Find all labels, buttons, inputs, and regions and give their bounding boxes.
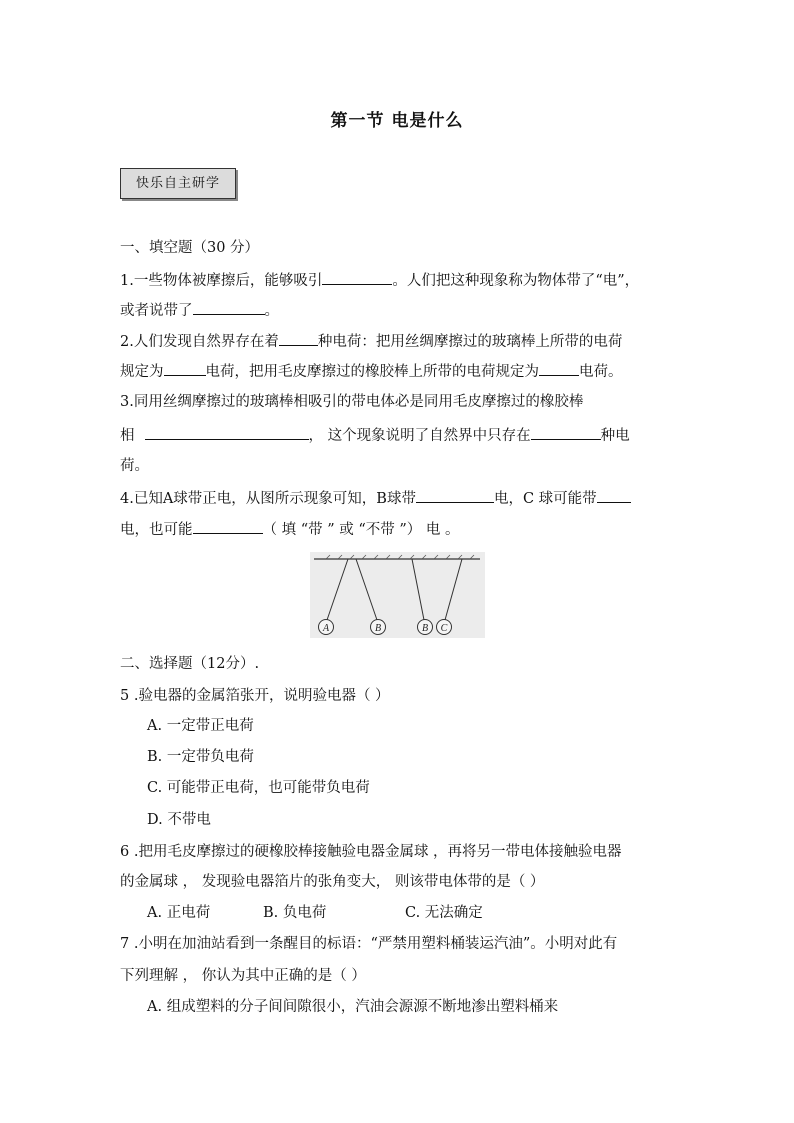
q4-text-a: 4.已知A球带正电，从图所示现象可知，B球带 [120, 491, 416, 507]
q2-blank-1[interactable] [279, 331, 318, 346]
q2-blank-2[interactable] [164, 361, 206, 376]
q4-blank-1[interactable] [416, 488, 494, 503]
question-7-stem-line-2: 下列理解 ， 你认为其中正确的是（ ） [120, 968, 366, 984]
q1-blank-2[interactable] [193, 300, 265, 315]
question-3-line-1: 3.同用丝绸摩擦过的玻璃棒相吸引的带电体必是同用毛皮摩擦过的橡胶棒 [120, 394, 584, 410]
q4-text-b: 电，C 球可能带 [493, 491, 597, 507]
question-3-line-2 [120, 425, 630, 446]
q4-text-d: （ 填 “带 ” 或 “不带 ”） 电 。 [262, 522, 460, 538]
q3-text-b: 相 [120, 428, 135, 444]
q5-option-c[interactable]: C. 可能带正电荷，也可能带负电荷 [147, 780, 370, 796]
question-7-stem-line-1: 7 .小明在加油站看到一条醒目的标语：“严禁用塑料桶装运汽油”。小明对此有 [120, 936, 618, 952]
section-badge: 快乐自主研学 [120, 168, 236, 199]
page-title: 第一节 电是什么 [330, 111, 464, 131]
q4-blank-2[interactable] [597, 488, 631, 503]
q7-option-a[interactable]: A. 组成塑料的分子间间隙很小，汽油会源源不断地渗出塑料桶来 [147, 999, 559, 1015]
q2-blank-3[interactable] [539, 361, 579, 376]
question-1-line-2 [120, 300, 279, 321]
q2-text-e: 电荷。 [579, 364, 623, 380]
q4-blank-3[interactable] [193, 519, 263, 534]
ball-b-1-label: B [374, 623, 382, 634]
q4-text-c: 电，也可能 [120, 522, 193, 538]
question-6-stem-line-2: 的金属球 ， 发现验电器箔片的张角变大， 则该带电体带的是（ ） [120, 874, 545, 890]
section1-heading: 一、填空题（30 分） [120, 240, 260, 256]
q6-option-b[interactable]: B. 负电荷 [263, 905, 327, 921]
q1-blank-1[interactable] [322, 270, 392, 285]
q6-option-a[interactable]: A. 正电荷 [147, 905, 211, 921]
q1-text-b: 。人们把这种现象称为物体带了“电”， [392, 273, 640, 289]
question-5-stem: 5 .验电器的金属箔张开，说明验电器（ ） [120, 688, 390, 704]
q2-text-d: 电荷，把用毛皮摩擦过的橡胶棒上所带的电荷规定为 [205, 364, 539, 380]
charged-balls-figure [310, 552, 485, 638]
question-2-line-1 [120, 331, 622, 352]
q5-option-a[interactable]: A. 一定带正电荷 [147, 718, 254, 734]
q3-text-d: 种电 [600, 428, 630, 444]
question-1-line-1 [120, 270, 639, 291]
q1-text-d: 。 [264, 303, 279, 319]
section2-heading: 二、选择题（12分）. [120, 656, 260, 672]
q2-text-c: 规定为 [120, 364, 164, 380]
question-6-stem-line-1: 6 .把用毛皮摩擦过的硬橡胶棒接触验电器金属球 ，再将另一带电体接触验电器 [120, 844, 622, 860]
question-4-line-2 [120, 519, 460, 540]
q5-option-b[interactable]: B. 一定带负电荷 [147, 749, 254, 765]
q2-text-b: 种电荷：把用丝绸摩擦过的玻璃棒上所带的电荷 [317, 334, 623, 350]
ball-b-2-label: B [421, 623, 429, 634]
q5-option-d[interactable]: D. 不带电 [147, 812, 211, 828]
ball-c-label: C [440, 623, 448, 634]
q2-text-a: 2.人们发现自然界存在着 [120, 334, 279, 350]
question-2-line-2 [120, 361, 623, 382]
q3-blank-1[interactable] [145, 425, 309, 440]
q1-text-a: 1.一些物体被摩擦后，能够吸引 [120, 273, 323, 289]
q3-blank-2[interactable] [531, 425, 601, 440]
q6-option-c[interactable]: C. 无法确定 [405, 905, 483, 921]
question-3-line-3: 荷。 [120, 458, 149, 474]
q1-text-c: 或者说带了 [120, 303, 193, 319]
ball-a-label: A [322, 623, 330, 634]
question-4-line-1 [120, 488, 631, 509]
q3-text-c: ， 这个现象说明了自然界中只存在 [308, 428, 531, 444]
pendulum-diagram [310, 552, 485, 638]
